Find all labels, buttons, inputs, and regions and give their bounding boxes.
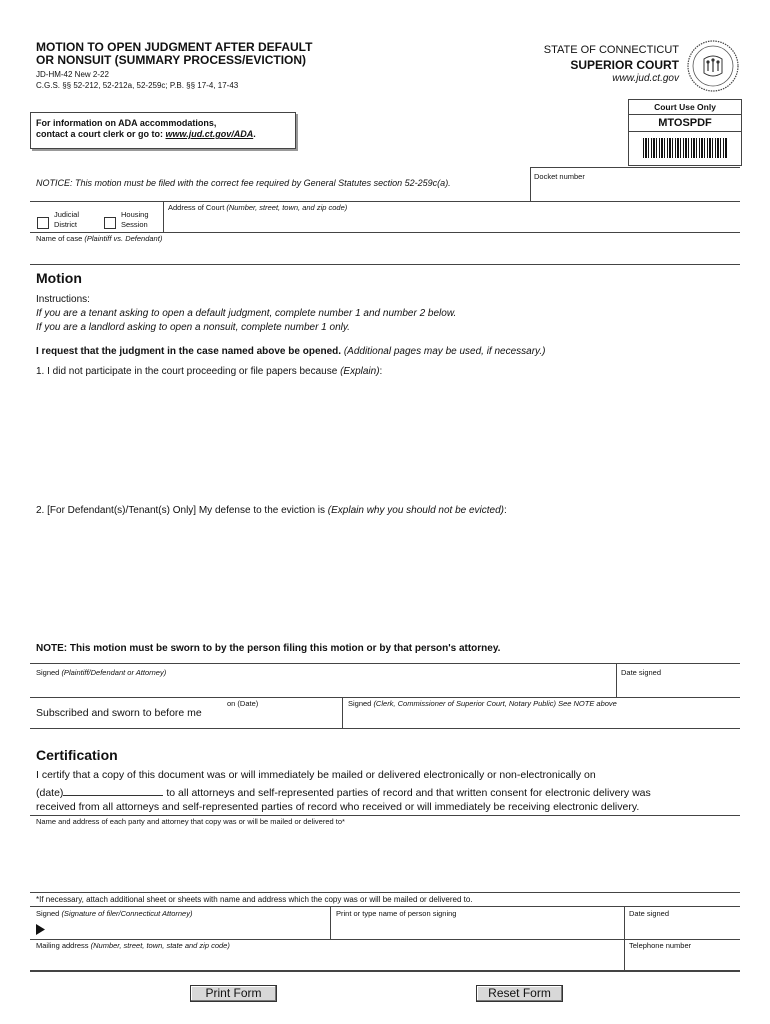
print-form-button[interactable]: Print Form [190, 985, 277, 1002]
mailing-address-label [36, 941, 230, 950]
sworn-date-field[interactable] [222, 709, 338, 727]
cert-date-field[interactable] [63, 785, 163, 796]
on-date-label: on (Date) [227, 699, 259, 708]
filer-signature-field[interactable] [50, 918, 326, 938]
item2-prompt [36, 505, 507, 516]
cert-line-2-rest: to all attorneys and self-represented parties of record and that written consent for electronic delivery was [163, 787, 651, 799]
judicial-district-label [54, 210, 79, 230]
footnote: *If necessary, attach additional sheet or sheets with name and address which the copy was or will be mailed or delivered to. [36, 895, 473, 904]
name-address-field[interactable] [36, 827, 736, 889]
signed-label [36, 668, 166, 677]
filer-signed-label-main: Signed [36, 909, 62, 918]
certification-heading: Certification [36, 747, 118, 763]
court-address-label-main: Address of Court [168, 203, 227, 212]
print-name-label: Print or type name of person signing [336, 909, 457, 918]
item2-text: 2. [For Defendant(s)/Tenant(s) Only] My defense to the eviction is [36, 505, 328, 516]
housing-session-checkbox[interactable] [104, 217, 116, 229]
item1-end: : [379, 366, 383, 377]
form-title [36, 41, 312, 67]
form-id: JD-HM-42 New 2-22 [36, 70, 109, 79]
filer-signed-label [36, 909, 192, 918]
name-address-label: Name and address of each party and attorney that copy was or will be mailed or delivered to* [36, 817, 345, 826]
motion-heading: Motion [36, 270, 82, 286]
item1-italic: (Explain) [340, 366, 380, 377]
housing-label-line2: Session [121, 220, 148, 229]
signed-label-main: Signed [36, 668, 62, 677]
request-statement [36, 346, 545, 357]
docket-number-label: Docket number [534, 172, 585, 181]
court-address-field[interactable] [168, 213, 738, 230]
request-bold: I request that the judgment in the case named above be opened. [36, 346, 342, 357]
fee-notice: NOTICE: This motion must be filed with the correct fee required by General Statutes section 52-259c(a). [36, 178, 451, 188]
court-use-box [628, 99, 742, 166]
mailing-address-label-main: Mailing address [36, 941, 91, 950]
print-name-field[interactable] [336, 919, 620, 938]
court-use-label: Court Use Only [654, 102, 716, 112]
docket-number-field[interactable] [534, 181, 738, 199]
signed-label-italic: (Plaintiff/Defendant or Attorney) [61, 668, 167, 677]
court-address-label-italic: (Number, street, town, and zip code) [226, 203, 348, 212]
clerk-signed-label [348, 699, 617, 708]
cert-date-signed-field[interactable] [629, 919, 737, 938]
judicial-label-line2: District [54, 220, 77, 229]
instruction-landlord: If you are a landlord asking to open a nonsuit, complete number 1 only. [36, 322, 350, 333]
housing-label-line1: Housing [121, 210, 149, 219]
judicial-district-checkbox[interactable] [37, 217, 49, 229]
cert-date-prefix: (date) [36, 787, 64, 799]
title-line-1: MOTION TO OPEN JUDGMENT AFTER DEFAULT [36, 40, 313, 54]
case-name-label [36, 234, 162, 243]
telephone-field[interactable] [629, 951, 737, 969]
cert-date-signed-label: Date signed [629, 909, 670, 918]
statutes: C.G.S. §§ 52-212, 52-212a, 52-259c; P.B. §§ 17-4, 17-43 [36, 81, 239, 90]
case-name-label-italic: (Plaintiff vs. Defendant) [84, 234, 163, 243]
clerk-signed-label-italic: (Clerk, Commissioner of Superior Court, Notary Public) See NOTE above [373, 699, 617, 708]
item1-prompt [36, 366, 382, 377]
title-line-2: OR NONSUIT (SUMMARY PROCESS/EVICTION) [36, 53, 307, 67]
ada-line-2 [36, 129, 256, 139]
court-type-group [30, 201, 160, 231]
judicial-label-line1: Judicial [54, 210, 80, 219]
filer-signed-label-italic: (Signature of filer/Connecticut Attorney) [61, 909, 193, 918]
instructions-label: Instructions: [36, 294, 90, 305]
item2-explanation-field[interactable] [36, 520, 736, 635]
item1-explanation-field[interactable] [36, 380, 736, 500]
cert-line-3: received from all attorneys and self-represented parties of record who received or will immediately be receiving electronic delivery. [36, 801, 640, 813]
ada-line-2-suffix: . [253, 129, 256, 139]
subscribed-sworn-label: Subscribed and sworn to before me [36, 707, 202, 719]
case-name-field[interactable] [36, 244, 736, 262]
clerk-signature-field[interactable] [348, 709, 736, 727]
mailing-address-field[interactable] [36, 951, 620, 969]
state-seal-logo [686, 39, 740, 93]
court-use-code: MTOSPDF [658, 117, 712, 129]
ada-link[interactable]: www.jud.ct.gov/ADA [165, 129, 254, 139]
sworn-note: NOTE: This motion must be sworn to by the person filing this motion or by that person's attorney. [36, 643, 501, 654]
item2-end: : [504, 505, 507, 516]
housing-session-label [121, 210, 149, 230]
cert-line-2 [36, 785, 651, 799]
instruction-tenant: If you are a tenant asking to open a default judgment, complete number 1 and number 2 below. [36, 308, 457, 319]
state-name: STATE OF CONNECTICUT [543, 44, 679, 56]
cert-line-1: I certify that a copy of this document was or will immediately be mailed or delivered electronically or non-electronically on [36, 769, 596, 781]
ada-info-box [30, 112, 296, 149]
date-signed-label: Date signed [621, 668, 662, 677]
ada-line-1: For information on ADA accommodations, [36, 118, 217, 128]
court-website: www.jud.ct.gov [612, 73, 679, 84]
case-name-label-main: Name of case [36, 234, 85, 243]
court-name: SUPERIOR COURT [570, 58, 679, 72]
date-signed-field[interactable] [621, 678, 737, 696]
court-address-label [168, 203, 347, 212]
mailing-address-label-italic: (Number, street, town, state and zip code) [90, 941, 230, 950]
arrow-right-icon [36, 922, 45, 940]
ada-line-2-prefix: contact a court clerk or go to: [36, 129, 166, 139]
item1-text: 1. I did not participate in the court proceeding or file papers because [36, 366, 341, 377]
clerk-signed-label-main: Signed [348, 699, 374, 708]
barcode [643, 138, 727, 158]
item2-italic: (Explain why you should not be evicted) [327, 505, 505, 516]
telephone-label: Telephone number [629, 941, 692, 950]
request-italic: (Additional pages may be used, if necessary.) [341, 346, 546, 357]
reset-form-button[interactable]: Reset Form [476, 985, 563, 1002]
signature-field[interactable] [36, 678, 612, 696]
